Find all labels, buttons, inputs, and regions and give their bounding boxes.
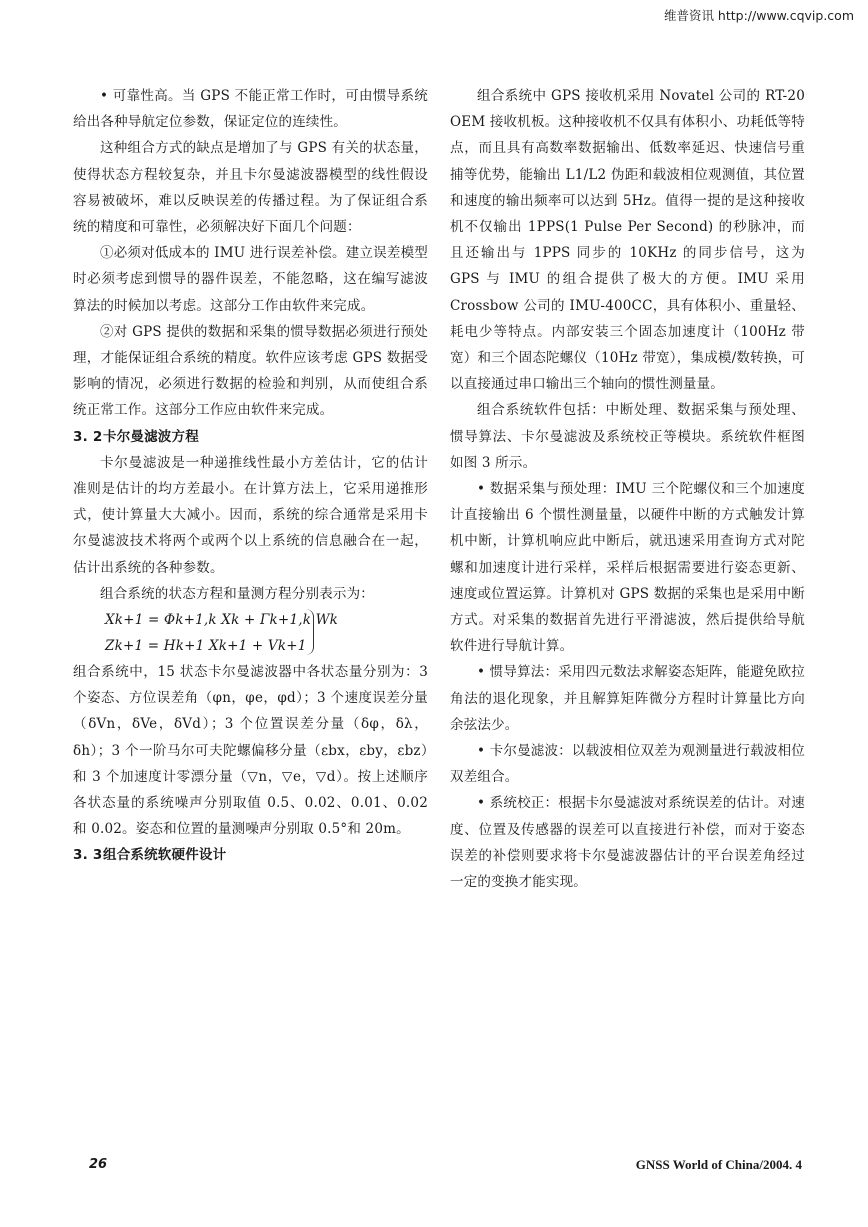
paragraph: 组合系统软件包括：中断处理、数据采集与预处理、惯导算法、卡尔曼滤波及系统校正等模块。系统软件框图如图 3 所示。 <box>450 402 805 471</box>
equation-brace <box>305 609 314 655</box>
section-number: 3. 2 <box>73 428 103 445</box>
bullet-kalman-filter: • 卡尔曼滤波：以载波相位双差为观测量进行载波相位双差组合。 <box>450 743 805 786</box>
measurement-equation: Zk+1 = Hk+1 Xk+1 + Vk+1 <box>105 638 307 655</box>
right-column <box>450 83 805 895</box>
paragraph: ①必须对低成本的 IMU 进行误差补偿。建立误差模型时必须考虑到惯导的器件误差，不能忽略，这在编写滤波算法的时候加以考虑。这部分工作由软件来完成。 <box>73 245 428 314</box>
section-heading-3-3 <box>73 842 428 868</box>
journal-footer: GNSS World of China/2004. 4 <box>635 1157 802 1172</box>
reliability-bullet: • 可靠性高。当 GPS 不能正常工作时，可由惯导系统给出各种导航定位参数，保证定位的连续性。 <box>73 88 428 131</box>
bullet-data-acquisition: • 数据采集与预处理：IMU 三个陀螺仪和三个加速度计直接输出 6 个惯性测量量，以硬件中断的方式触发计算机中断，计算机响应此中断后，就迅速采用查询方式对陀螺和加速度计进行采样，采样后根据需要进行姿态更新、速度或位置运算。计算机对 GPS 数据的采集也是采用中断方式。对采集的数据首先进行平滑滤波，然后提供给导航软件进行导航计算。 <box>450 481 805 655</box>
paragraph: 卡尔曼滤波是一种递推线性最小方差估计，它的估计准则是估计的均方差最小。在计算方法上，它采用递推形式，使计算量大大减小。因而，系统的综合通常是采用卡尔曼滤波技术将两个或两个以上系统的信息融合在一起，估计出系统的各种参数。 <box>73 454 428 576</box>
paragraph: ②对 GPS 提供的数据和采集的惯导数据必须进行预处理，才能保证组合系统的精度。软件应该考虑 GPS 数据受影响的情况，必须进行数据的检验和判别，从而使组合系统正常工作。这部分工作应由软件来完成。 <box>73 323 428 419</box>
page-number: 26 <box>89 1157 108 1172</box>
left-column <box>73 83 428 869</box>
paragraph: 这种组合方式的缺点是增加了与 GPS 有关的状态量，使得状态方程较复杂，并且卡尔曼滤波器模型的线性假设容易被破坏，难以反映误差的传播过程。为了保证组合系统的精度和可靠性，必须解决好下面几个问题： <box>73 140 428 236</box>
state-equation: Xk+1 = Φk+1,k Xk + Γk+1,k Wk <box>105 612 339 629</box>
bullet-system-correction: • 系统校正：根据卡尔曼滤波对系统误差的估计。对速度、位置及传感器的误差可以直接进行补偿，而对于姿态误差的补偿则要求将卡尔曼滤波器估计的平台误差角经过一定的变换才能实现。 <box>450 795 805 891</box>
bullet-ins-algorithm: • 惯导算法：采用四元数法求解姿态矩阵，能避免欧拉角法的退化现象，并且解算矩阵微分方程时计算量比方向余弦法少。 <box>450 664 805 733</box>
section-title: 组合系统软硬件设计 <box>103 847 227 864</box>
paragraph: 组合系统中 GPS 接收机采用 Novatel 公司的 RT-20 OEM 接收机板。这种接收机不仅具有体积小、功耗低等特点，而且具有高数率数据输出、低数率延迟、快速信号重捕等优势，能输出 L1/L2 伪距和载波相位观测值，其位置和速度的输出频率可以达到 5Hz。值得一提的是这种接收机不仅输出 1PPS(1 Pulse Per Second) 的秒脉冲，而且还输出与 1PPS 同步的 10KHz 的同步信号，这为 GPS 与 IMU 的组合提供了极大的方便。IMU 采用 Crossbow 公司的 IMU-400CC，具有体积小、重量轻、耗电少等特点。内部安装三个固态加速度计（100Hz 带宽）和三个固态陀螺仪（10Hz 带宽），集成模/数转换，可以直接通过串口输出三个轴向的惯性测量量。 <box>450 88 805 393</box>
section-heading-3-2 <box>73 424 428 450</box>
paragraph: 组合系统的状态方程和量测方程分别表示为： <box>100 585 374 602</box>
section-number: 3. 3 <box>73 847 103 864</box>
watermark: 维普资讯 http://www.cqvip.com <box>663 8 854 23</box>
section-title: 卡尔曼滤波方程 <box>103 428 199 445</box>
state-equations <box>73 607 428 659</box>
paragraph: 组合系统中，15 状态卡尔曼滤波器中各状态量分别为：3 个姿态、方位误差角（φn，φe，φd）；3 个速度误差分量（δVn，δVe，δVd）；3 个位置误差分量（δφ，δλ，δh）；3 个一阶马尔可夫陀螺偏移分量（εbx，εby，εbz）和 3 个加速度计零漂分量（▽n，▽e，▽d）。按上述顺序各状态量的系统噪声分别取值 0.5、0.02、0.01、0.02 和 0.02。姿态和位置的量测噪声分别取 0.5°和 20m。 <box>73 664 428 838</box>
